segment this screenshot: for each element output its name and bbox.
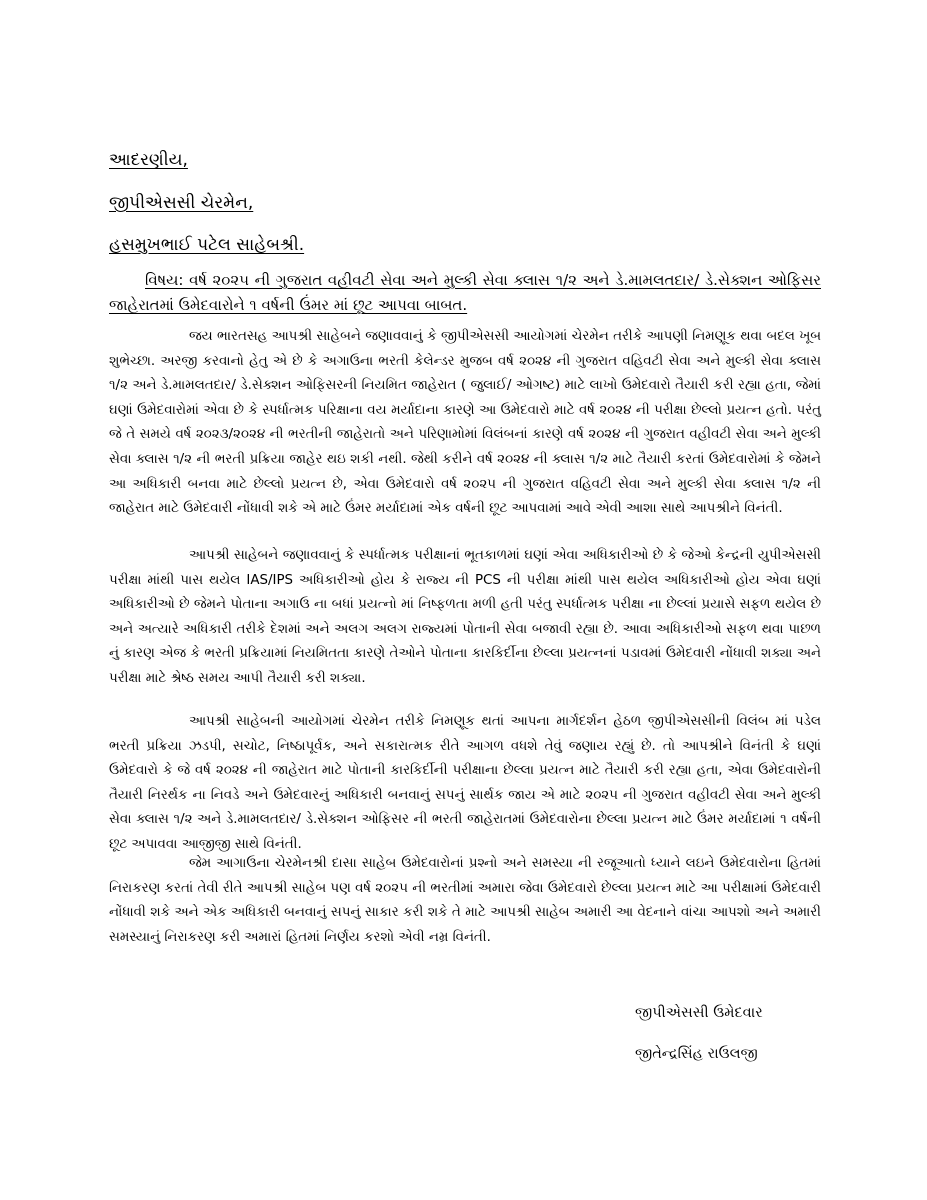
signature-name: જીતેન્દ્રસિંહ રાઉલજી (635, 1046, 758, 1062)
body-paragraph-1: જય ભારતસહ આપશ્રી સાહેબને જણાવવાનું કે જીપીએસસી આયોગમાં ચેરમેન તરીકે આપણી નિમણૂક થવા બદલ ખૂબ શુભેચ્છા. અરજી કરવાનો હેતુ એ છે કે અગાઉના ભરતી કેલેન્ડર મુજબ વર્ષ ૨૦૨૪ ની ગુજરાત વહિવટી સેવા અને મુલ્કી સેવા ક્લાસ ૧/૨ અને ડે.મામલતદાર/ ડે.સેક્શન ઓફિસરની નિયમિત જાહેરાત ( જુલાઈ/ ઓગષ્ટ) માટે લાખો ઉમેદવારો તૈયારી કરી રહ્યા હતા, જેમાં ઘણાં ઉમેદવારોમાં એવા છે કે સ્પર્ધાત્મક પરિક્ષાના વય મર્યાદાના કારણે આ ઉમેદવારો માટે વર્ષ ૨૦૨૪ ની પરીક્ષા છેલ્લો પ્રયત્ન હતો. પરંતુ જે તે સમયે વર્ષ ૨૦૨૩/૨૦૨૪ ની ભરતીની જાહેરાતો અને પરિણામોમાં વિલંબનાં કારણે વર્ષ ૨૦૨૪ ની ગુજરાત વહીવટી સેવા અને મુલ્કી સેવા ક્લાસ ૧/૨ ની ભરતી પ્રક્રિયા જાહેર થઇ શકી નથી. જેથી કરીને વર્ષ ૨૦૨૪ ની ક્લાસ ૧/૨ માટે તૈયારી કરતાં ઉમેદવારોમાં કે જેમને આ અધિકારી બનવા માટે છેલ્લો પ્રયત્ન છે, એવા ઉમેદવારો વર્ષ ૨૦૨૫ ની ગુજરાત વહિવટી સેવા અને મુલ્કી સેવા ક્લાસ ૧/૨ ની જાહેરાત માટે ઉમેદવારી નોંધાવી શકે એ માટે ઉંમર મર્યાદામાં એક વર્ષની છૂટ આપવામાં આવે એવી આશા સાથે આપશ્રીને વિનંતી. (109, 329, 822, 517)
signature-designation: જીપીએસસી ઉમેદવાર (635, 1005, 763, 1021)
body-paragraph-3: આપશ્રી સાહેબની આયોગમાં ચેરમેન તરીકે નિમણૂક થતાં આપના માર્ગદર્શન હેઠળ જીપીએસસીની વિલંબ માં પડેલ ભરતી પ્રક્રિયા ઝડપી, સચોટ, નિષ્ઠાપૂર્વક, અને સકારાત્મક રીતે આગળ વધશે તેવું જણાય રહ્યું છે. તો આપશ્રીને વિનંતી કે ઘણાં ઉમેદવારો કે જે વર્ષ ૨૦૨૪ ની જાહેરાત માટે પોતાની કારકિર્દીની પરીક્ષાના છેલ્લા પ્રયત્ન માટે તૈયારી કરી રહ્યા હતા, એવા ઉમેદવારોની તૈયારી નિરર્થક ના નિવડે અને ઉમેદવારનું અધિકારી બનવાનું સપનું સાર્થક જાય એ માટે ૨૦૨૫ ની ગુજરાત વહીવટી સેવા અને મુલ્કી સેવા ક્લાસ ૧/૨ અને ડે.મામલતદાર/ ડે.સેક્શન ઓફિસર ની ભરતી જાહેરાતમાં ઉમેદવારોના છેલ્લા પ્રયત્ન માટે ઉંમર મર્યાદામાં ૧ વર્ષની છૂટ અપાવવા આજીજી સાથે વિનંતી. (109, 714, 822, 852)
salutation-line-addressee: હસમુખભાઈ પટેલ સાહેબશ્રી. (109, 235, 305, 255)
subject-line: વિષય: વર્ષ ૨૦૨૫ ની ગુજરાત વહીવટી સેવા અને મુલ્કી સેવા ક્લાસ ૧/૨ અને ડે.મામલતદાર/ ડે.સેક્શન ઓફિસર જાહેરાતમાં ઉમેદવારોને ૧ વર્ષની ઉંમર માં છૂટ આપવા બાબત. (109, 271, 821, 314)
body-paragraph-4: જેમ આગાઉના ચેરમેનશ્રી દાસા સાહેબ ઉમેદવારોનાં પ્રશ્નો અને સમસ્યા ની રજૂઆતો ધ્યાને લઇને ઉમેદવારોના હિતમાં નિરાકરણ કરતાં તેવી રીતે આપશ્રી સાહેબ પણ વર્ષ ૨૦૨૫ ની ભરતીમાં અમારા જેવા ઉમેદવારો છેલ્લા પ્રયત્ન માટે આ પરીક્ષામાં ઉમેદવારી નોંધાવી શકે અને એક અધિકારી બનવાનું સપનું સાકાર કરી શકે તે માટે આપશ્રી સાહેબ અમારી આ વેદનાને વાંચા આપશો અને અમારી સમસ્યાનું નિરાકરણ કરી અમારાં હિતમાં નિર્ણય કરશો એવી નમ્ર વિનંતી. (109, 856, 821, 945)
salutation-line-chairman: જીપીએસસી ચેરમેન, (109, 193, 254, 213)
salutation-line-respected: આદરણીય, (109, 150, 188, 170)
body-paragraph-2: આપશ્રી સાહેબને જણાવવાનું કે સ્પર્ધાત્મક પરીક્ષાનાં ભૂતકાળમાં ઘણાં એવા અધિકારીઓ છે કે જેઓ કેન્દ્રની યુપીએસસી પરીક્ષા માંથી પાસ થયેલ IAS/IPS અધિકારીઓ હોય કે રાજ્ય ની PCS ની પરીક્ષા માંથી પાસ થયેલ અધિકારીઓ હોય એવા ઘણાં અધિકારીઓ છે જેમને પોતાના અગાઉ ના બધાં પ્રયત્નો માં નિષ્ફળતા મળી હતી પરંતુ સ્પર્ધાત્મક પરીક્ષા ના છેલ્લાં પ્રયાસે સફળ થયેલ છે અને અત્યારે અધિકારી તરીકે દેશમાં અને અલગ અલગ રાજ્યમાં પોતાની સેવા બજાવી રહ્યા છે. આવા અધિકારીઓ સફળ થવા પાછળ નું કારણ એજ કે ભરતી પ્રક્રિયામાં નિયમિતતા કારણે તેઓને પોતાના કારકિર્દીના છેલ્લા પ્રયત્નનાં પડાવમાં ઉમેદવારી નોંધાવી શક્યા અને પરીક્ષા માટે શ્રેષ્ઠ સમય આપી તૈયારી કરી શક્યા. (109, 548, 821, 686)
